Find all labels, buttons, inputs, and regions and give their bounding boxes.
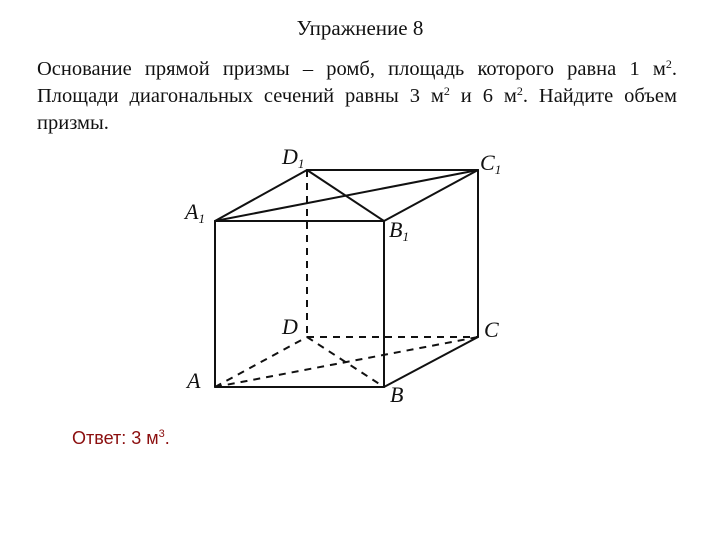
edge-b-c	[384, 337, 478, 387]
edge-b1-c1	[384, 170, 478, 221]
label-b1	[389, 217, 409, 244]
edge-a-d-hidden	[215, 337, 307, 387]
label-c1-letter: C	[480, 150, 495, 175]
problem-text-1: Основание прямой призмы – ромб, площадь которого равна 1 м	[37, 58, 666, 80]
label-c: C	[484, 317, 499, 342]
label-c1-subscript: 1	[494, 162, 502, 177]
label-d1-subscript: 1	[297, 156, 305, 171]
edge-d1-a1	[215, 170, 307, 221]
exponent-2: 2	[443, 84, 450, 98]
label-a: A	[187, 368, 201, 393]
label-d: D	[282, 314, 298, 339]
label-d1-letter: D	[282, 144, 298, 169]
label-a1	[183, 199, 205, 226]
diagonal-d-b-hidden	[307, 337, 384, 387]
problem-text-4: . Найдите объем призмы.	[37, 85, 677, 134]
diagonal-a-c-hidden	[215, 337, 478, 387]
exponent-1: 2	[665, 57, 672, 71]
exponent-3: 2	[516, 84, 523, 98]
label-c1	[480, 150, 501, 177]
label-b1-letter: B	[389, 217, 403, 242]
label-b: B	[390, 382, 404, 407]
label-a1-letter: A	[185, 199, 199, 224]
label-d1	[281, 144, 304, 171]
label-b1-subscript: 1	[402, 229, 409, 244]
label-a1-subscript: 1	[198, 211, 205, 226]
slide-title: Упражнение 8	[296, 16, 424, 40]
answer-exponent: 3	[158, 428, 165, 440]
problem-text-3: и 6 м	[449, 85, 517, 107]
diagonal-d1-b1	[307, 170, 384, 221]
problem-text-2: . Площади диагональных сечений равны 3 м	[37, 58, 677, 107]
answer-end: .	[164, 428, 170, 448]
answer-text	[72, 428, 170, 449]
answer-label: Ответ: 3 м	[72, 428, 159, 448]
